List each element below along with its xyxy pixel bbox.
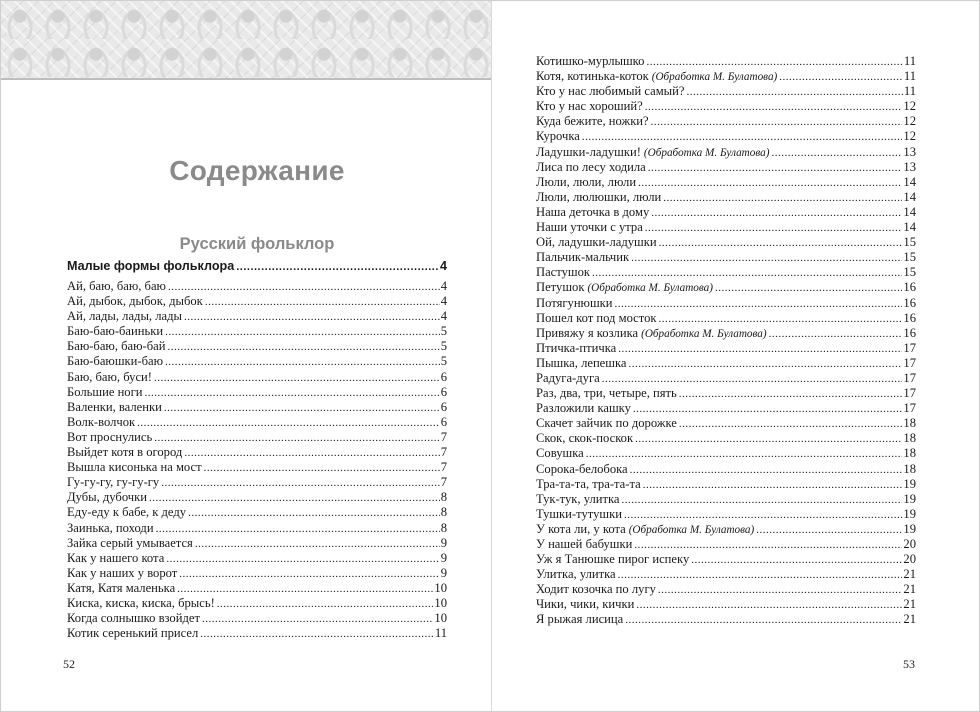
toc-entry-page: 11 — [903, 54, 916, 68]
dot-leader — [184, 446, 439, 461]
toc-entry-title: Курочка — [536, 129, 580, 144]
toc-entry[interactable] — [67, 611, 447, 626]
toc-entry-title: Вот проснулись — [67, 429, 153, 444]
toc-entry[interactable] — [536, 401, 916, 416]
decorative-ornament-band — [1, 1, 491, 80]
toc-entry-title: Киска, киска, киска, брысь! — [67, 595, 215, 610]
toc-entry-page: 12 — [903, 129, 916, 144]
toc-entry-page: 7 — [440, 460, 447, 475]
dot-leader — [165, 325, 440, 340]
toc-entry-title: Гу-гу-гу, гу-гу-гу — [67, 475, 160, 490]
toc-entry-title: Вышла кисонька на мост — [67, 460, 202, 475]
toc-entry-title: Котя, котинька-коток — [536, 69, 649, 84]
toc-entry-title: Тушки-тутушки — [536, 506, 622, 521]
toc-entry-page: 10 — [434, 580, 447, 595]
toc-entry-note: (Обработка М. Булатова) — [628, 523, 755, 536]
toc-entry-title: Ай, баю, баю, баю — [67, 279, 166, 293]
toc-entry-title: Волк-волчок — [67, 414, 136, 429]
toc-entry-page: 4 — [439, 259, 447, 273]
toc-entry-page: 21 — [903, 582, 916, 597]
dot-leader — [691, 553, 902, 568]
dot-leader — [645, 100, 903, 115]
toc-entry-page: 5 — [440, 354, 447, 369]
toc-entry-title: Пастушок — [536, 265, 591, 280]
toc-entry[interactable] — [536, 99, 916, 114]
toc-entry-title: Пошел кот под мосток — [536, 310, 657, 325]
toc-entry[interactable] — [536, 507, 916, 522]
toc-entry-title: Скок, скок-поскок — [536, 431, 634, 446]
toc-entry-title: Катя, Катя маленька — [67, 580, 176, 595]
toc-entry-note: (Обработка М. Булатова) — [587, 282, 713, 295]
dot-leader — [586, 447, 903, 462]
dot-leader — [663, 191, 902, 206]
toc-entry-page: 12 — [903, 114, 916, 129]
dot-leader — [602, 372, 903, 387]
toc-entry[interactable] — [67, 566, 447, 581]
toc-entry[interactable] — [67, 400, 447, 415]
toc-entry-page: 5 — [440, 339, 447, 354]
dot-leader — [686, 85, 902, 100]
toc-entry-page: 20 — [903, 552, 916, 567]
toc-entry-title: Наши уточки с утра — [536, 220, 643, 235]
toc-entry[interactable] — [536, 220, 916, 235]
toc-entry-page: 8 — [440, 490, 447, 505]
toc-entry-page: 17 — [903, 386, 916, 401]
toc-entry-page: 4 — [440, 279, 447, 293]
toc-entry-title: Раз, два, три, четыре, пять — [536, 386, 677, 401]
left-page — [1, 1, 492, 711]
toc-entry-title: Когда солнышко взойдет — [67, 611, 200, 626]
toc-entry-title: Петушок — [536, 280, 585, 295]
toc-entry-title: У кота ли, у кота — [536, 521, 626, 536]
dot-leader — [200, 627, 434, 642]
dot-leader — [624, 508, 902, 523]
dot-leader — [166, 552, 439, 567]
toc-entry-page: 11 — [903, 69, 916, 84]
toc-entry[interactable] — [536, 129, 916, 144]
toc-entry[interactable] — [536, 446, 916, 461]
toc-entry-title: Как у наших у ворот — [67, 565, 178, 580]
toc-entry[interactable] — [67, 581, 447, 596]
toc-entry-title: Баю, баю, буси! — [67, 369, 152, 384]
toc-entry[interactable] — [536, 280, 916, 295]
toc-entry-title: Кто у нас хороший? — [536, 99, 643, 114]
toc-entry[interactable] — [67, 415, 447, 430]
dot-leader — [648, 161, 903, 176]
toc-entry-page: 6 — [440, 384, 447, 399]
toc-entry[interactable] — [536, 552, 916, 567]
toc-entry-title: Привяжу я козлика — [536, 325, 639, 340]
toc-entry-title: Как у нашего кота — [67, 550, 165, 565]
dot-leader — [204, 461, 440, 476]
toc-entry[interactable] — [536, 341, 916, 356]
toc-entry-note: (Обработка М. Булатова) — [641, 327, 767, 340]
toc-entry[interactable] — [67, 430, 447, 445]
toc-entry-page: 20 — [903, 537, 916, 551]
toc-entry-page: 6 — [440, 414, 447, 429]
section-title: Русский фольклор — [179, 234, 335, 253]
toc-entry-title: Ладушки-ладушки! — [536, 144, 641, 159]
toc-entry[interactable] — [536, 296, 916, 311]
toc-entry[interactable] — [536, 69, 916, 84]
toc-entry[interactable] — [67, 626, 447, 641]
right-page — [492, 1, 979, 711]
toc-entry-page: 19 — [903, 476, 916, 491]
toc-entry-page: 19 — [903, 521, 916, 536]
toc-entry-title: Улитка, улитка — [536, 567, 616, 582]
toc-entry-page: 10 — [434, 611, 447, 626]
toc-entry-page: 9 — [440, 565, 447, 580]
toc-entry-page: 9 — [440, 550, 447, 565]
dot-leader — [205, 295, 440, 310]
toc-entry[interactable] — [536, 54, 916, 69]
toc-entry-page: 16 — [903, 295, 916, 310]
toc-entry-title: Люли, люлюшки, люли — [536, 189, 662, 204]
toc-entry[interactable] — [536, 265, 916, 280]
toc-entry-page: 5 — [440, 324, 447, 339]
toc-entry-page: 15 — [903, 265, 916, 280]
dot-leader — [149, 491, 440, 506]
dot-leader — [756, 523, 902, 538]
dot-leader — [769, 327, 903, 342]
toc-entry[interactable] — [67, 505, 447, 520]
toc-entry[interactable] — [536, 477, 916, 492]
toc-entry-title: Баю-баю, баю-бай — [67, 339, 166, 354]
dot-leader — [195, 537, 440, 552]
toc-entry-title: Малые формы фольклора — [67, 259, 235, 273]
toc-entry-title: Разложили кашку — [536, 401, 631, 416]
toc-entry-title: Скачет зайчик по дорожке — [536, 416, 677, 431]
toc-entry[interactable] — [536, 537, 916, 552]
dot-leader — [177, 582, 433, 597]
toc-entry-title: Валенки, валенки — [67, 399, 162, 414]
toc-entry-title: Тра-та-та, тра-та-та — [536, 476, 641, 491]
dot-leader — [618, 568, 903, 583]
toc-entry[interactable] — [536, 612, 916, 627]
toc-entry-title: Зайка серый умывается — [67, 535, 193, 550]
dot-leader — [168, 280, 440, 295]
toc-list-right — [536, 54, 916, 628]
toc-entry-title: Баю-баю-баиньки — [67, 324, 164, 339]
dot-leader — [659, 236, 903, 251]
toc-entry-page: 21 — [903, 597, 916, 612]
toc-entry-page: 21 — [903, 612, 916, 627]
toc-entry[interactable] — [536, 597, 916, 612]
toc-entry-title: Кто у нас любимый самый? — [536, 84, 685, 99]
dot-leader — [179, 567, 439, 582]
toc-entry[interactable] — [67, 339, 447, 354]
toc-entry-title: Птичка-птичка — [536, 340, 617, 355]
toc-entry[interactable] — [536, 416, 916, 431]
dot-leader — [154, 431, 439, 446]
toc-entry[interactable] — [67, 279, 447, 294]
toc-entry[interactable] — [67, 370, 447, 385]
toc-entry-page: 6 — [440, 369, 447, 384]
toc-entry-page: 11 — [903, 84, 916, 99]
toc-entry[interactable] — [67, 521, 447, 536]
toc-entry-title: Ходит козочка по лугу — [536, 582, 656, 597]
toc-entry-title: Уж я Танюшке пирог испеку — [536, 552, 690, 567]
toc-entry-page: 4 — [440, 309, 447, 324]
toc-entry-page: 11 — [434, 626, 447, 641]
toc-entry-page: 13 — [903, 144, 916, 159]
toc-entry[interactable] — [536, 160, 916, 175]
toc-entry[interactable] — [67, 551, 447, 566]
toc-entry-page: 7 — [440, 475, 447, 490]
toc-entry-note: (Обработка М. Булатова) — [651, 71, 778, 84]
dot-leader — [161, 476, 439, 491]
toc-entry[interactable] — [67, 309, 447, 324]
toc-entry-page: 7 — [440, 445, 447, 460]
dot-leader — [622, 493, 903, 508]
dot-leader — [631, 251, 902, 266]
toc-entry-title: Куда бежите, ножки? — [536, 114, 649, 129]
toc-entry-page: 19 — [903, 506, 916, 521]
dot-leader — [645, 221, 903, 236]
toc-entry-page: 14 — [903, 204, 916, 219]
toc-entry-title: Выйдет котя в огород — [67, 445, 183, 460]
toc-entry[interactable] — [536, 371, 916, 386]
toc-entry-page: 17 — [903, 370, 916, 385]
dot-leader — [156, 522, 440, 537]
toc-entry-title: Еду-еду к бабе, к деду — [67, 505, 187, 520]
toc-entry-title: Люли, люли, люли — [536, 174, 637, 189]
page-title: Содержание — [169, 154, 345, 186]
toc-entry-title: Радуга-дуга — [536, 370, 600, 385]
toc-entry[interactable] — [67, 596, 447, 611]
toc-entry-page: 18 — [903, 416, 916, 431]
dot-leader — [202, 612, 433, 627]
dot-leader — [646, 55, 902, 70]
toc-entry-page: 16 — [903, 310, 916, 325]
dot-leader — [679, 417, 903, 432]
toc-entry[interactable] — [536, 492, 916, 507]
dot-leader — [615, 297, 903, 312]
toc-entry[interactable] — [536, 114, 916, 129]
toc-entry[interactable] — [536, 356, 916, 371]
toc-entry[interactable] — [536, 431, 916, 446]
toc-entry-page: 21 — [903, 567, 916, 582]
toc-entry-title: Потягунюшки — [536, 295, 613, 310]
toc-entry[interactable] — [536, 522, 916, 537]
dot-leader — [592, 266, 902, 281]
dot-leader — [137, 416, 440, 431]
toc-entry-page: 4 — [440, 294, 447, 309]
toc-entry-title: Тук-тук, улитка — [536, 491, 620, 506]
toc-entry-title: Лиса по лесу ходила — [536, 159, 646, 174]
toc-entry[interactable] — [67, 536, 447, 551]
toc-entry-page: 10 — [434, 595, 447, 610]
toc-entry-page: 15 — [903, 250, 916, 265]
toc-entry[interactable] — [67, 324, 447, 339]
toc-entry-page: 19 — [903, 491, 916, 506]
toc-entry-page: 14 — [903, 220, 916, 235]
dot-leader — [659, 312, 903, 327]
dot-leader — [618, 342, 902, 357]
toc-entry-page: 15 — [903, 235, 916, 250]
toc-entry[interactable] — [536, 250, 916, 265]
toc-entry-title: Заинька, походи — [67, 520, 154, 535]
toc-entry-page: 8 — [440, 505, 447, 520]
toc-entry-page: 16 — [903, 325, 916, 340]
dot-leader — [217, 597, 434, 612]
toc-entry[interactable] — [67, 385, 447, 400]
page-number-left: 52 — [63, 657, 75, 671]
page-number-right: 53 — [903, 657, 915, 671]
toc-entry[interactable] — [536, 205, 916, 220]
dot-leader — [165, 355, 440, 370]
toc-entry-title: Я рыжая лисица — [536, 612, 624, 627]
toc-entry-page: 18 — [903, 461, 916, 476]
toc-entry-page: 6 — [440, 399, 447, 414]
dot-leader — [715, 281, 902, 296]
dot-leader — [651, 206, 902, 221]
toc-entry[interactable] — [67, 490, 447, 505]
dot-leader — [638, 176, 902, 191]
dot-leader — [779, 70, 903, 85]
toc-entry-title: Совушка — [536, 446, 584, 461]
toc-entry[interactable] — [536, 567, 916, 582]
toc-entry[interactable] — [67, 294, 447, 309]
toc-entry-page: 17 — [903, 340, 916, 355]
toc-entry[interactable] — [536, 462, 916, 477]
toc-entry-page: 12 — [903, 99, 916, 114]
toc-entry-title: Ай, лады, лады, лады — [67, 309, 182, 324]
toc-entry-page: 13 — [903, 159, 916, 174]
toc-entry-title: Большие ноги — [67, 384, 143, 399]
dot-leader — [679, 387, 903, 402]
toc-entry-title: Пальчик-мальчик — [536, 250, 630, 265]
toc-entry[interactable] — [67, 354, 447, 369]
dot-leader — [636, 598, 902, 613]
toc-entry-page: 7 — [440, 429, 447, 444]
dot-leader — [771, 146, 902, 161]
toc-entry-page: 14 — [903, 189, 916, 204]
toc-entry-title: Котик серенький присел — [67, 626, 199, 641]
dot-leader — [167, 340, 439, 355]
dot-leader — [629, 357, 903, 372]
dot-leader — [651, 115, 903, 130]
toc-entry-page: 18 — [903, 431, 916, 446]
dot-leader — [188, 506, 440, 521]
toc-entry-title: Наша деточка в дому — [536, 204, 650, 219]
dot-leader — [184, 310, 440, 325]
dot-leader — [236, 257, 439, 277]
toc-entry-page: 17 — [903, 355, 916, 370]
dot-leader — [635, 432, 902, 447]
toc-entry-title: Чики, чики, кички — [536, 597, 635, 612]
dot-leader — [145, 386, 440, 401]
toc-entry-title: Пышка, лепешка — [536, 355, 627, 370]
toc-entry-page: 14 — [903, 174, 916, 189]
toc-entry-title: Ой, ладушки-ладушки — [536, 235, 657, 250]
toc-entry-title: Ай, дыбок, дыбок, дыбок — [67, 294, 203, 309]
toc-entry[interactable] — [536, 582, 916, 597]
toc-entry-title: Котишко-мурлышко — [536, 54, 645, 68]
toc-entry[interactable] — [67, 460, 447, 475]
toc-entry[interactable] — [536, 311, 916, 326]
toc-entry-note: (Обработка М. Булатова) — [643, 146, 770, 159]
toc-entry[interactable] — [536, 145, 916, 160]
toc-entry[interactable] — [67, 475, 447, 490]
dot-leader — [634, 538, 902, 553]
toc-entry[interactable] — [536, 386, 916, 401]
toc-entry[interactable] — [536, 175, 916, 190]
toc-entry-title: У нашей бабушки — [536, 537, 633, 551]
toc-entry-page: 8 — [440, 520, 447, 535]
toc-section-entry[interactable] — [67, 256, 447, 276]
dot-leader — [154, 371, 440, 386]
toc-list-left — [67, 256, 447, 641]
dot-leader — [633, 402, 903, 417]
toc-entry-page: 17 — [903, 401, 916, 416]
toc-entry-title: Дубы, дубочки — [67, 490, 147, 505]
toc-entry-page: 16 — [903, 280, 916, 295]
dot-leader — [643, 478, 903, 493]
dot-leader — [582, 130, 903, 145]
dot-leader — [164, 401, 440, 416]
toc-entry[interactable] — [536, 190, 916, 205]
toc-entry[interactable] — [536, 326, 916, 341]
toc-entry[interactable] — [536, 84, 916, 99]
dot-leader — [630, 463, 903, 478]
toc-entry-page: 9 — [440, 535, 447, 550]
toc-entry-page: 18 — [903, 446, 916, 461]
toc-entry[interactable] — [536, 235, 916, 250]
toc-entry-title: Баю-баюшки-баю — [67, 354, 163, 369]
toc-entry-title: Сорока-белобока — [536, 461, 628, 476]
dot-leader — [625, 613, 902, 628]
toc-entry[interactable] — [67, 445, 447, 460]
dot-leader — [658, 583, 902, 598]
